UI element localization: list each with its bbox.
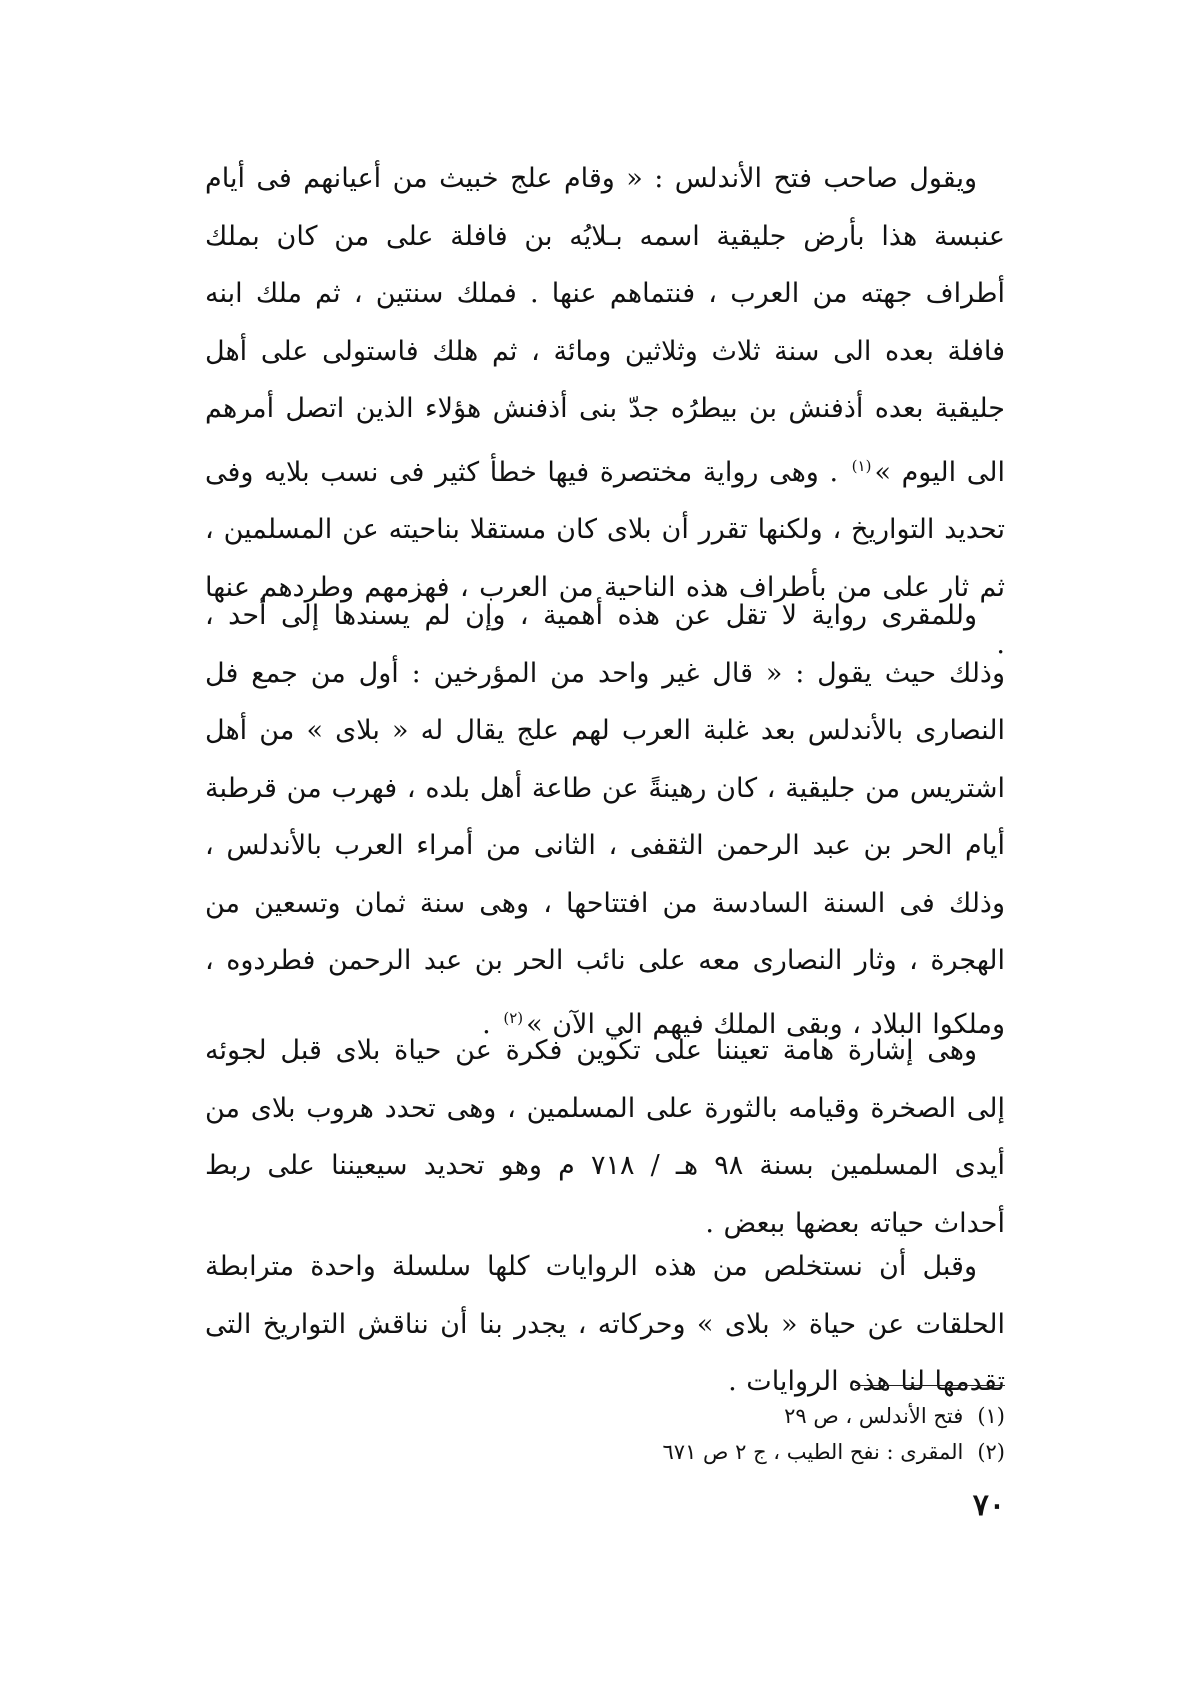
footnote-ref-2: (٢) bbox=[503, 1008, 524, 1027]
paragraph-4-text: وقبل أن نستخلص من هذه الروايات كلها سلسلة واحدة مترابطة الحلقات عن حياة « بلاى » وحركاته ، يجدر بنا أن نناقش التواريخ التى تقدمها لنا هذه الروايات . bbox=[205, 1251, 1005, 1397]
footnote-1-number: (١) bbox=[977, 1404, 1005, 1428]
footnote-1 bbox=[505, 1398, 1005, 1434]
paragraph-2-end: . bbox=[482, 1008, 491, 1040]
paragraph-2-text: وللمقرى رواية لا تقل عن هذه أهمية ، وإن لم يسندها إلى أحد ، وذلك حيث يقول : « قال غير واحد من المؤرخين : أول من جمع فل النصارى بالأندلس بعد غلبة العرب لهم علج يقال له « بلاى » من أهل اشتريس من جليقية ، كان رهينةً عن طاعة أهل بلده ، فهرب من قرطبة أيام الحر بن عبد الرحمن الثقفى ، الثانى من أمراء العرب بالأندلس ، وذلك فى السنة السادسة من افتتاحها ، وهى سنة ثمان وتسعين من الهجرة ، وثار النصارى معه على نائب الحر بن عبد الرحمن فطردوه ، وملكوا البلاد ، وبقى الملك فيهم الي الآن » bbox=[205, 600, 1005, 1040]
footnotes bbox=[505, 1398, 1005, 1470]
footnote-2-number: (٢) bbox=[977, 1440, 1005, 1464]
footnote-1-text: فتح الأندلس ، ص ٢٩ bbox=[784, 1404, 964, 1428]
footnote-ref-1: (١) bbox=[851, 456, 872, 475]
paragraph-1-commentary: . وهى رواية مختصرة فيها خطأ كثير فى نسب بلايه وفى تحديد التواريخ ، ولكنها تقرر أن بلاى كان مستقلا بناحيته عن المسلمين ، ثم ثار على من بأطراف هذه الناحية من العرب ، فهزمهم وطردهم عنها . bbox=[205, 456, 1005, 660]
paragraph-2 bbox=[205, 587, 1005, 1053]
paragraph-1-quote: ويقول صاحب فتح الأندلس : « وقام علج خبيث من أعيانهم فى أيام عنبسة هذا بأرض جليقية اسمه بـلايُه بن فافلة على من كان بملك أطراف جهته من العرب ، فنتماهم عنها . فملك سنتين ، ثم ملك ابنه فافلة بعده الى سنة ثلاث وثلاثين ومائة ، ثم هلك فاستولى على أهل جليقية بعده أذفنش بن بيطرُه جدّ بنى أذفنش هؤلاء الذين اتصل أمرهم الى اليوم » bbox=[205, 163, 1005, 488]
footnote-2-text: المقرى : نفح الطيب ، ج ٢ ص ٦٧١ bbox=[662, 1440, 964, 1464]
page-number: ٧٠ bbox=[972, 1488, 1005, 1523]
paragraph-3-text: وهى إشارة هامة تعيننا على تكوين فكرة عن حياة بلاى قبل لجوئه إلى الصخرة وقيامه بالثورة على المسلمين ، وهى تحدد هروب بلاى من أيدى المسلمين بسنة ٩٨ هـ / ٧١٨ م وهو تحديد سيعيننا على ربط أحداث حياته بعضها ببعض . bbox=[205, 1035, 1005, 1239]
footnote-divider bbox=[855, 1385, 1005, 1386]
paragraph-3 bbox=[205, 1022, 1005, 1252]
footnote-2 bbox=[505, 1434, 1005, 1470]
